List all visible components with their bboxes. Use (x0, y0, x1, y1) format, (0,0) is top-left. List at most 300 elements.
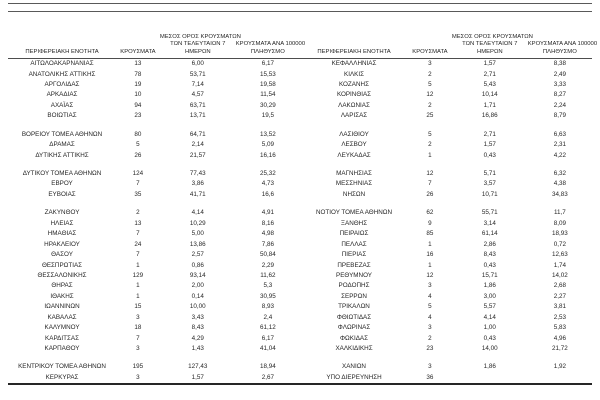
left-table-header (8, 25, 306, 59)
region-cell: ΚΑΡΔΙΤΣΑΣ (45, 334, 79, 342)
per100k-cell: 30,95 (259, 292, 276, 300)
table-row (8, 90, 300, 100)
cases-cell: 1 (428, 240, 432, 248)
region-cell: ΑΙΤΩΛΟΑΚΑΡΝΑΝΙΑΣ (30, 60, 94, 68)
cases-cell: 18 (134, 324, 142, 332)
left-table-body (8, 59, 300, 383)
region-cell: ΠΙΕΡΙΑΣ (341, 251, 367, 259)
per100k-cell: 2,29 (261, 261, 274, 269)
avg7-cell: 5,43 (483, 80, 496, 88)
cases-cell: 2 (428, 334, 432, 342)
table-row (8, 250, 300, 260)
column-header-avg7 (451, 33, 533, 56)
per100k-cell: 14,02 (551, 271, 568, 279)
region-cell: ΕΒΡΟΥ (51, 180, 73, 188)
column-header-avg7-line1: ΜΕΣΟΣ ΟΡΟΣ ΚΡΟΥΣΜΑΤΩΝ (451, 33, 533, 40)
per100k-cell: 6,17 (261, 60, 274, 68)
region-cell: ΖΑΚΥΝΘΟΥ (44, 209, 80, 217)
region-cell: ΘΑΣΟΥ (51, 251, 73, 259)
table-row (8, 69, 300, 79)
cases-cell: 62 (426, 209, 434, 217)
per100k-cell: 5,83 (553, 324, 566, 332)
avg7-cell: 13,86 (189, 240, 206, 248)
per100k-cell: 8,79 (553, 112, 566, 120)
avg7-cell: 13,71 (189, 112, 206, 120)
region-cell: ΙΩΑΝΝΙΝΩΝ (44, 303, 80, 311)
table-row (8, 373, 300, 383)
region-cell: ΚΟΖΑΝΗΣ (339, 80, 369, 88)
avg7-cell: 0,43 (483, 151, 496, 159)
region-cell: ΗΜΑΘΙΑΣ (47, 230, 77, 238)
column-header-avg7-line1: ΜΕΣΟΣ ΟΡΟΣ ΚΡΟΥΣΜΑΤΩΝ (159, 33, 241, 40)
cases-cell: 24 (134, 240, 142, 248)
per100k-cell: 0,72 (553, 240, 566, 248)
per100k-cell: 4,38 (553, 180, 566, 188)
avg7-cell: 10,14 (481, 91, 498, 99)
avg7-cell: 3,57 (483, 180, 496, 188)
per100k-cell: 3,33 (553, 80, 566, 88)
region-cell: ΛΕΥΚΑΔΑΣ (337, 151, 371, 159)
per100k-cell: 4,98 (261, 230, 274, 238)
avg7-cell: 3,43 (191, 313, 204, 321)
region-cell: ΑΡΚΑΔΙΑΣ (46, 91, 78, 99)
right-table (300, 25, 598, 383)
cases-cell: 3 (136, 345, 140, 352)
region-cell: ΠΕΛΛΑΣ (341, 240, 367, 248)
table-row (300, 59, 592, 69)
cases-cell: 2 (136, 209, 140, 217)
table-row (8, 240, 300, 250)
table-row (300, 292, 592, 302)
per100k-cell: 19,58 (259, 80, 276, 88)
region-cell: ΧΑΝΙΩΝ (342, 363, 366, 371)
cases-cell: 19 (134, 80, 142, 88)
table-row (8, 169, 300, 179)
cases-cell: 3 (428, 60, 432, 68)
per100k-cell: 6,17 (261, 334, 274, 342)
group-gap (8, 200, 300, 208)
region-cell: ΧΑΛΚΙΔΙΚΗΣ (335, 345, 373, 352)
per100k-cell: 18,93 (551, 230, 568, 238)
table-row (8, 219, 300, 229)
cases-cell: 1 (136, 282, 140, 290)
cases-cell: 1 (428, 261, 432, 269)
cases-cell: 7 (136, 334, 140, 342)
avg7-cell: 4,57 (191, 91, 204, 99)
avg7-cell: 10,71 (481, 190, 498, 198)
table-row (300, 169, 592, 179)
cases-cell: 7 (136, 251, 140, 259)
region-cell: ΕΥΒΟΙΑΣ (48, 190, 76, 198)
avg7-cell: 2,86 (483, 240, 496, 248)
avg7-cell: 1,86 (483, 282, 496, 290)
avg7-cell: 1,86 (483, 363, 496, 371)
right-table-header (300, 25, 598, 59)
cases-cell: 1 (428, 151, 432, 159)
avg7-cell: 3,86 (191, 180, 204, 188)
per100k-cell: 5,3 (263, 282, 273, 290)
table-row (300, 302, 592, 312)
per100k-cell: 8,16 (261, 219, 274, 227)
avg7-cell: 1,57 (483, 60, 496, 68)
column-header-avg7-line3: ΗΜΕΡΩΝ (184, 48, 211, 55)
cases-cell: 4 (428, 292, 432, 300)
group-gap (300, 200, 592, 208)
table-row (300, 151, 592, 161)
column-header-per100k (527, 41, 598, 56)
table-row (8, 208, 300, 218)
cases-cell: 13 (134, 60, 142, 68)
region-cell: ΚΕΦΑΛΛΗΝΙΑΣ (331, 60, 377, 68)
cases-cell: 35 (134, 190, 142, 198)
cases-cell: 94 (134, 101, 142, 109)
avg7-cell: 4,29 (191, 334, 204, 342)
table-row (8, 271, 300, 281)
region-cell: ΦΘΙΩΤΙΔΑΣ (336, 313, 372, 321)
column-header-per100k-line1: ΚΡΟΥΣΜΑΤΑ ΑΝΑ 100000 (235, 41, 306, 48)
table-row (8, 59, 300, 69)
avg7-cell: 8,43 (483, 251, 496, 259)
region-cell: ΚΕΡΚΥΡΑΣ (45, 373, 79, 381)
per100k-cell: 8,38 (553, 60, 566, 68)
region-cell: ΤΡΙΚΑΛΩΝ (338, 303, 370, 311)
avg7-cell: 77,43 (189, 170, 206, 177)
per100k-cell: 2,53 (553, 313, 566, 321)
column-header-cases: ΚΡΟΥΣΜΑΤΑ (120, 48, 156, 55)
table-row (8, 323, 300, 333)
region-cell: ΒΟΡΕΙΟΥ ΤΟΜΕΑ ΑΘΗΝΩΝ (21, 130, 103, 138)
region-cell: ΞΑΝΘΗΣ (340, 219, 368, 227)
table-row (300, 219, 592, 229)
cases-cell: 36 (426, 373, 434, 381)
avg7-cell: 64,71 (189, 130, 206, 138)
avg7-cell: 8,43 (191, 324, 204, 332)
cases-cell: 5 (428, 80, 432, 88)
group-gap (8, 354, 300, 362)
per100k-cell: 2,27 (553, 292, 566, 300)
avg7-cell: 1,00 (483, 324, 496, 332)
left-table (8, 25, 306, 383)
region-cell: ΣΕΡΡΩΝ (341, 292, 367, 300)
table-row (300, 334, 592, 344)
table-row (8, 302, 300, 312)
avg7-cell: 10,29 (189, 219, 206, 227)
cases-cell: 124 (132, 170, 144, 177)
avg7-cell: 0,14 (191, 292, 204, 300)
per100k-cell: 7,86 (261, 240, 274, 248)
column-header-avg7-line2: ΤΩΝ ΤΕΛΕΥΤΑΙΩΝ 7 (170, 41, 226, 48)
table-row (300, 271, 592, 281)
region-cell: ΑΡΓΟΛΙΔΑΣ (44, 80, 80, 88)
cases-cell: 12 (426, 170, 434, 177)
avg7-cell: 1,43 (191, 345, 204, 352)
per100k-cell: 11,54 (260, 91, 276, 99)
cases-cell: 3 (428, 324, 432, 332)
cases-cell: 7 (428, 180, 432, 188)
avg7-cell: 1,71 (483, 101, 496, 109)
cases-cell: 80 (134, 130, 142, 138)
avg7-cell: 16,86 (481, 112, 498, 120)
table-row (300, 344, 592, 354)
per100k-cell: 2,67 (261, 373, 274, 381)
region-cell: ΚΟΡΙΝΘΙΑΣ (336, 91, 372, 99)
per100k-cell: 21,72 (551, 345, 568, 352)
cases-cell: 2 (428, 101, 432, 109)
region-cell: ΝΟΤΙΟΥ ΤΟΜΕΑ ΑΘΗΝΩΝ (315, 209, 393, 217)
column-header-cases: ΚΡΟΥΣΜΑΤΑ (412, 48, 448, 55)
table-row (8, 313, 300, 323)
region-cell: ΔΥΤΙΚΗΣ ΑΤΤΙΚΗΣ (35, 151, 89, 159)
cases-cell: 3 (136, 313, 140, 321)
avg7-cell: 127,43 (188, 363, 208, 371)
cases-cell: 129 (132, 271, 144, 279)
per100k-cell: 13,52 (259, 130, 276, 138)
avg7-cell: 2,14 (191, 141, 204, 149)
per100k-cell: 4,73 (261, 180, 274, 188)
per100k-cell: 1,92 (553, 363, 566, 371)
avg7-cell: 4,14 (191, 209, 204, 217)
region-cell: ΘΕΣΠΡΩΤΙΑΣ (41, 261, 83, 269)
cases-cell: 23 (134, 112, 142, 120)
per100k-cell: 6,32 (553, 170, 566, 177)
table-row (8, 179, 300, 189)
cases-cell: 12 (426, 271, 434, 279)
avg7-cell: 3,14 (483, 219, 496, 227)
table-row (300, 281, 592, 291)
region-cell: ΦΩΚΙΔΑΣ (340, 334, 368, 342)
table-row (300, 140, 592, 150)
table-row (8, 130, 300, 140)
region-cell: ΜΑΓΝΗΣΙΑΣ (336, 170, 372, 177)
per100k-cell: 30,29 (259, 101, 276, 109)
per100k-cell: 1,74 (553, 261, 566, 269)
per100k-cell: 15,53 (259, 70, 276, 78)
horizontal-rule (8, 3, 592, 4)
cases-cell: 5 (136, 141, 140, 149)
column-header-region: ΠΕΡΙΦΕΡΕΙΑΚΗ ΕΝΟΤΗΤΑ (25, 48, 99, 55)
per100k-cell: 41,04 (259, 345, 276, 352)
region-cell: ΚΑΒΑΛΑΣ (47, 313, 77, 321)
per100k-cell: 2,68 (553, 282, 566, 290)
region-cell: ΔΥΤΙΚΟΥ ΤΟΜΕΑ ΑΘΗΝΩΝ (22, 170, 102, 177)
column-header-per100k-line2: ΠΛΗΘΥΣΜΟ (542, 48, 577, 55)
cases-cell: 3 (136, 373, 140, 381)
per100k-cell: 61,12 (259, 324, 276, 332)
column-header-per100k (235, 41, 306, 56)
table-row (8, 281, 300, 291)
column-header-per100k-line1: ΚΡΟΥΣΜΑΤΑ ΑΝΑ 100000 (527, 41, 598, 48)
cases-cell: 1 (136, 261, 140, 269)
avg7-cell: 21,57 (189, 151, 206, 159)
avg7-cell: 61,14 (481, 230, 498, 238)
avg7-cell: 14,00 (481, 345, 498, 352)
table-row (8, 334, 300, 344)
region-cell: ΚΑΛΥΜΝΟΥ (44, 324, 80, 332)
avg7-cell: 55,71 (481, 209, 498, 217)
avg7-cell: 15,71 (481, 271, 498, 279)
cases-cell: 10 (134, 91, 142, 99)
avg7-cell: 10,00 (189, 303, 206, 311)
per100k-cell: 2,24 (553, 101, 566, 109)
avg7-cell: 53,71 (189, 70, 206, 78)
region-cell: ΛΑΣΙΘΙΟΥ (339, 130, 369, 138)
cases-cell: 26 (134, 151, 142, 159)
per100k-cell: 5,09 (261, 141, 274, 149)
region-cell: ΥΠΟ ΔΙΕΡΕΥΝΗΣΗ (326, 373, 382, 381)
avg7-cell: 1,57 (191, 373, 204, 381)
table-row (300, 190, 592, 200)
horizontal-rule (8, 11, 592, 12)
region-cell: ΚΑΡΠΑΘΟΥ (44, 345, 80, 352)
per100k-cell: 4,96 (553, 334, 566, 342)
region-cell: ΗΡΑΚΛΕΙΟΥ (44, 240, 80, 248)
cases-cell: 26 (426, 190, 434, 198)
avg7-cell: 5,71 (483, 170, 496, 177)
table-row (300, 260, 592, 270)
cases-cell: 2 (428, 141, 432, 149)
per100k-cell: 4,22 (553, 151, 566, 159)
per100k-cell: 2,4 (263, 313, 273, 321)
column-header-region: ΠΕΡΙΦΕΡΕΙΑΚΗ ΕΝΟΤΗΤΑ (317, 48, 391, 55)
table-row (300, 111, 592, 121)
group-gap (8, 161, 300, 169)
group-gap (300, 161, 592, 169)
avg7-cell: 93,14 (189, 271, 206, 279)
per100k-cell: 11,62 (260, 271, 276, 279)
column-header-avg7-line2: ΤΩΝ ΤΕΛΕΥΤΑΙΩΝ 7 (462, 41, 518, 48)
cases-cell: 3 (428, 282, 432, 290)
per100k-cell: 16,6 (261, 190, 274, 198)
region-cell: ΘΗΡΑΣ (51, 282, 73, 290)
region-cell: ΦΛΩΡΙΝΑΣ (337, 324, 371, 332)
cases-cell: 85 (426, 230, 434, 238)
table-row (300, 90, 592, 100)
cases-cell: 13 (134, 219, 142, 227)
table-row (8, 140, 300, 150)
table-row (300, 130, 592, 140)
avg7-cell: 0,86 (191, 261, 204, 269)
region-cell: ΡΟΔΟΠΗΣ (338, 282, 370, 290)
region-cell: ΜΕΣΣΗΝΙΑΣ (335, 180, 373, 188)
cases-cell: 7 (136, 230, 140, 238)
bottom-thick-rule (8, 383, 592, 385)
cases-cell: 15 (134, 303, 142, 311)
table-row (300, 362, 592, 372)
region-cell: ΚΕΝΤΡΙΚΟΥ ΤΟΜΕΑ ΑΘΗΝΩΝ (18, 363, 106, 371)
cases-cell: 195 (132, 363, 144, 371)
table-row (300, 69, 592, 79)
table-row (300, 229, 592, 239)
region-cell: ΛΑΡΙΣΑΣ (340, 112, 368, 120)
region-cell: ΠΕΙΡΑΙΩΣ (339, 230, 369, 238)
avg7-cell: 3,00 (483, 292, 496, 300)
avg7-cell: 2,00 (191, 282, 204, 290)
group-gap (8, 122, 300, 130)
cases-cell: 16 (426, 251, 434, 259)
table-row (8, 190, 300, 200)
per100k-cell: 2,49 (553, 70, 566, 78)
top-double-rule (0, 0, 600, 12)
avg7-cell: 2,71 (483, 70, 496, 78)
per100k-cell: 4,91 (261, 209, 274, 217)
region-cell: ΒΟΙΩΤΙΑΣ (47, 112, 77, 120)
region-cell: ΚΙΛΚΙΣ (344, 70, 365, 78)
region-cell: ΠΡΕΒΕΖΑΣ (337, 261, 371, 269)
cases-cell: 3 (428, 363, 432, 371)
region-cell: ΗΛΕΙΑΣ (50, 219, 74, 227)
table-row (300, 80, 592, 90)
per100k-cell: 25,32 (259, 170, 276, 177)
per100k-cell: 8,93 (261, 303, 274, 311)
region-cell: ΛΕΣΒΟΥ (341, 141, 367, 149)
table-row (300, 250, 592, 260)
column-header-avg7-line3: ΗΜΕΡΩΝ (476, 48, 503, 55)
table-row (8, 260, 300, 270)
cases-cell: 1 (136, 292, 140, 300)
table-row (8, 362, 300, 372)
avg7-cell: 1,57 (483, 141, 496, 149)
cases-cell: 12 (426, 91, 434, 99)
table-row (300, 240, 592, 250)
avg7-cell: 6,00 (191, 60, 204, 68)
table-row (8, 344, 300, 354)
region-cell: ΝΗΣΩΝ (342, 190, 366, 198)
per100k-cell: 18,94 (259, 363, 276, 371)
group-gap (300, 354, 592, 362)
per100k-cell: 3,81 (553, 303, 566, 311)
table-row (8, 111, 300, 121)
regional-cases-tables (8, 25, 598, 383)
per100k-cell: 11,7 (553, 209, 566, 217)
avg7-cell: 4,14 (483, 313, 496, 321)
table-row (8, 101, 300, 111)
avg7-cell: 41,71 (189, 190, 206, 198)
table-row (8, 229, 300, 239)
region-cell: ΛΑΚΩΝΙΑΣ (338, 101, 370, 109)
cases-cell: 78 (134, 70, 142, 78)
avg7-cell: 2,71 (483, 130, 496, 138)
table-row (300, 101, 592, 111)
cases-cell: 9 (428, 219, 432, 227)
table-row (300, 323, 592, 333)
per100k-cell: 12,63 (551, 251, 568, 259)
avg7-cell: 2,57 (191, 251, 204, 259)
per100k-cell: 2,31 (553, 141, 566, 149)
avg7-cell: 5,57 (483, 303, 496, 311)
table-row (300, 313, 592, 323)
table-row (300, 179, 592, 189)
region-cell: ΡΕΘΥΜΝΟΥ (336, 271, 372, 279)
per100k-cell: 34,83 (551, 190, 568, 198)
region-cell: ΔΡΑΜΑΣ (49, 141, 75, 149)
table-row (8, 151, 300, 161)
table-row (300, 373, 592, 383)
per100k-cell: 19,5 (261, 112, 274, 120)
per100k-cell: 6,63 (553, 130, 566, 138)
table-row (300, 208, 592, 218)
cases-cell: 5 (428, 303, 432, 311)
group-gap (300, 122, 592, 130)
region-cell: ΑΧΑΪΑΣ (50, 101, 74, 109)
table-row (8, 80, 300, 90)
avg7-cell: 0,43 (483, 334, 496, 342)
region-cell: ΙΘΑΚΗΣ (50, 292, 74, 300)
avg7-cell: 5,00 (191, 230, 204, 238)
cases-cell: 7 (136, 180, 140, 188)
region-cell: ΑΝΑΤΟΛΙΚΗΣ ΑΤΤΙΚΗΣ (28, 70, 96, 78)
per100k-cell: 50,84 (259, 251, 276, 259)
cases-cell: 5 (428, 130, 432, 138)
